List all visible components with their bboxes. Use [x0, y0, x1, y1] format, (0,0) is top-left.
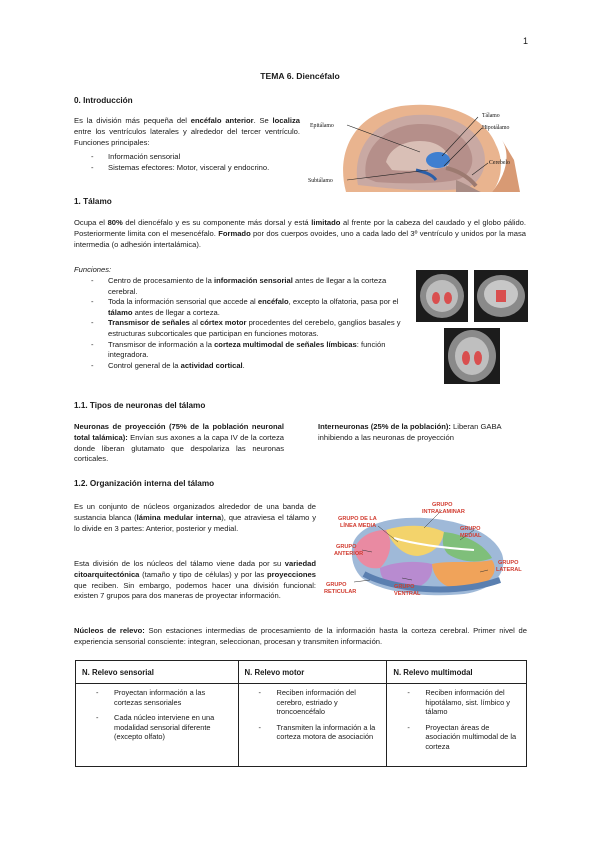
list-item: - Centro de procesamiento de la información sensorial antes de llegar a la corteza cerebral. — [74, 276, 406, 297]
label-grupo-intralaminar-2: INTRALAMINAR — [422, 509, 465, 515]
section-heading-organizacion: 1.2. Organización interna del tálamo — [74, 479, 215, 488]
table-row — [76, 684, 527, 767]
list-item: - Transmisor de información a la corteza multimodal de señales límbicas: función integradora. — [74, 340, 406, 361]
list-item: - Toda la información sensorial que accede al encéfalo, excepto la olfatoria, pasa por el tálamo antes de llegar a corteza. — [74, 297, 406, 318]
organization-paragraph-1: Es un conjunto de núcleos organizados alrededor de una banda de sustancia blanca (lámina medular interna), que atraviesa el tálamo y lo divide en 3 partes: Anterior, posterior y medial. — [74, 502, 316, 533]
list-item: - Sistemas efectores: Motor, visceral y endocrino. — [74, 163, 314, 174]
table-cell — [76, 684, 239, 767]
relay-nuclei-table — [75, 660, 527, 767]
label-epitalamo: Epitálamo — [310, 123, 334, 129]
interneurons-text: Interneuronas (25% de la población): Liberan GABA inhibiendo a las neuronas de proyección — [318, 422, 502, 442]
table-cell — [387, 684, 527, 767]
section-heading-intro: 0. Introducción — [74, 96, 133, 105]
document-title: TEMA 6. Diencéfalo — [260, 71, 340, 81]
thalamus-mri-figure — [414, 268, 530, 386]
list-item: - Reciben información del hipotálamo, sist. límbico y tálamo — [393, 688, 520, 717]
column-header: N. Relevo multimodal — [387, 661, 527, 684]
label-grupo-ventral-1: GRUPO — [394, 584, 415, 590]
label-grupo-ventral-2: VENTRAL — [394, 591, 421, 597]
table-header-row — [76, 661, 527, 684]
label-grupo-anterior-2: ANTERIOR — [334, 551, 364, 557]
projection-neurons-text: Neuronas de proyección (75% de la población neuronal total talámica): Envían sus axones a la capa IV de la corteza donde liberan glutamato que despolariza las neuronas corticales. — [74, 422, 285, 464]
list-item: - Proyectan áreas de asociación multimodal de la corteza — [393, 723, 520, 752]
label-grupo-linea-media-1: GRUPO DE LA — [338, 516, 377, 522]
label-talamo: Tálamo — [482, 113, 500, 119]
label-grupo-lateral-1: GRUPO — [498, 560, 519, 566]
intro-paragraph: Es la división más pequeña del encéfalo anterior. Se localiza entre los ventrículos laterales y alrededor del tercer ventrículo. Funciones principales: — [74, 116, 300, 147]
list-item: - Proyectan información a las cortezas sensoriales — [82, 688, 232, 707]
thalamic-nuclei-figure — [324, 498, 530, 604]
label-subtalamo: Subtálamo — [308, 178, 333, 184]
label-grupo-intralaminar-1: GRUPO — [432, 502, 453, 508]
label-grupo-lateral-2: LATERAL — [496, 567, 522, 573]
talamo-paragraph: Ocupa el 80% del diencéfalo y es su componente más dorsal y está limitado al frente por la cabeza del caudado y el globo pálido. Posteriormente limita con el mesencéfalo. Formado por dos cuerpos ovoides, uno a cada lado del 3º ventrículo y unidos por la masa intermedia (o adhesión intertalámica). — [74, 218, 527, 249]
list-item: - Información sensorial — [74, 152, 314, 163]
page-number: 1 — [522, 36, 528, 46]
list-item: - Control general de la actividad cortical. — [74, 361, 406, 372]
relay-nuclei-paragraph: Núcleos de relevo: Son estaciones intermedias de procesamiento de la información hasta la corteza cerebral. Primer nivel de experiencia sensorial consciente: integran, seleccionan, procesan y transmiten información. — [74, 626, 527, 646]
label-hipotalamo: Hipotálamo — [482, 125, 510, 131]
list-item: - Cada núcleo interviene en una modalidad sensorial diferente (excepto olfato) — [82, 713, 232, 742]
label-grupo-reticular-1: GRUPO — [326, 582, 347, 588]
label-grupo-reticular-2: RETICULAR — [324, 589, 357, 595]
talamo-function-list — [74, 276, 406, 371]
section-heading-tipos: 1.1. Tipos de neuronas del tálamo — [74, 401, 206, 410]
column-header: N. Relevo motor — [238, 661, 387, 684]
column-header: N. Relevo sensorial — [76, 661, 239, 684]
label-grupo-linea-media-2: LÍNEA MEDIA — [340, 523, 377, 529]
list-item: - Transmiten la información a la corteza motora de asociación — [245, 723, 381, 742]
list-item: - Reciben información del cerebro, estriado y troncoencéfalo — [245, 688, 381, 717]
label-grupo-medial-1: GRUPO — [460, 526, 481, 532]
organization-paragraph-2: Esta división de los núcleos del tálamo viene dada por su variedad citoarquitectónica (tamaño y tipo de células) y por las proyecciones que reciben. Sin embargo, podemos hacer una división funcional: existen 7 grupos para dos maneras de proyectar información. — [74, 559, 316, 601]
label-grupo-anterior-1: GRUPO — [336, 544, 357, 550]
section-heading-talamo: 1. Tálamo — [74, 197, 112, 206]
label-grupo-medial-2: MEDIAL — [460, 533, 482, 539]
functions-label: Funciones: — [74, 265, 112, 274]
label-cerebelo: Cerebelo — [489, 160, 510, 166]
intro-function-list — [74, 152, 314, 173]
diencephalon-sagittal-figure — [306, 100, 526, 192]
list-item: - Transmisor de señales al córtex motor procedentes del cerebelo, ganglios basales y estructuras subcorticales que participan en funciones motoras. — [74, 318, 406, 339]
table-cell — [238, 684, 387, 767]
